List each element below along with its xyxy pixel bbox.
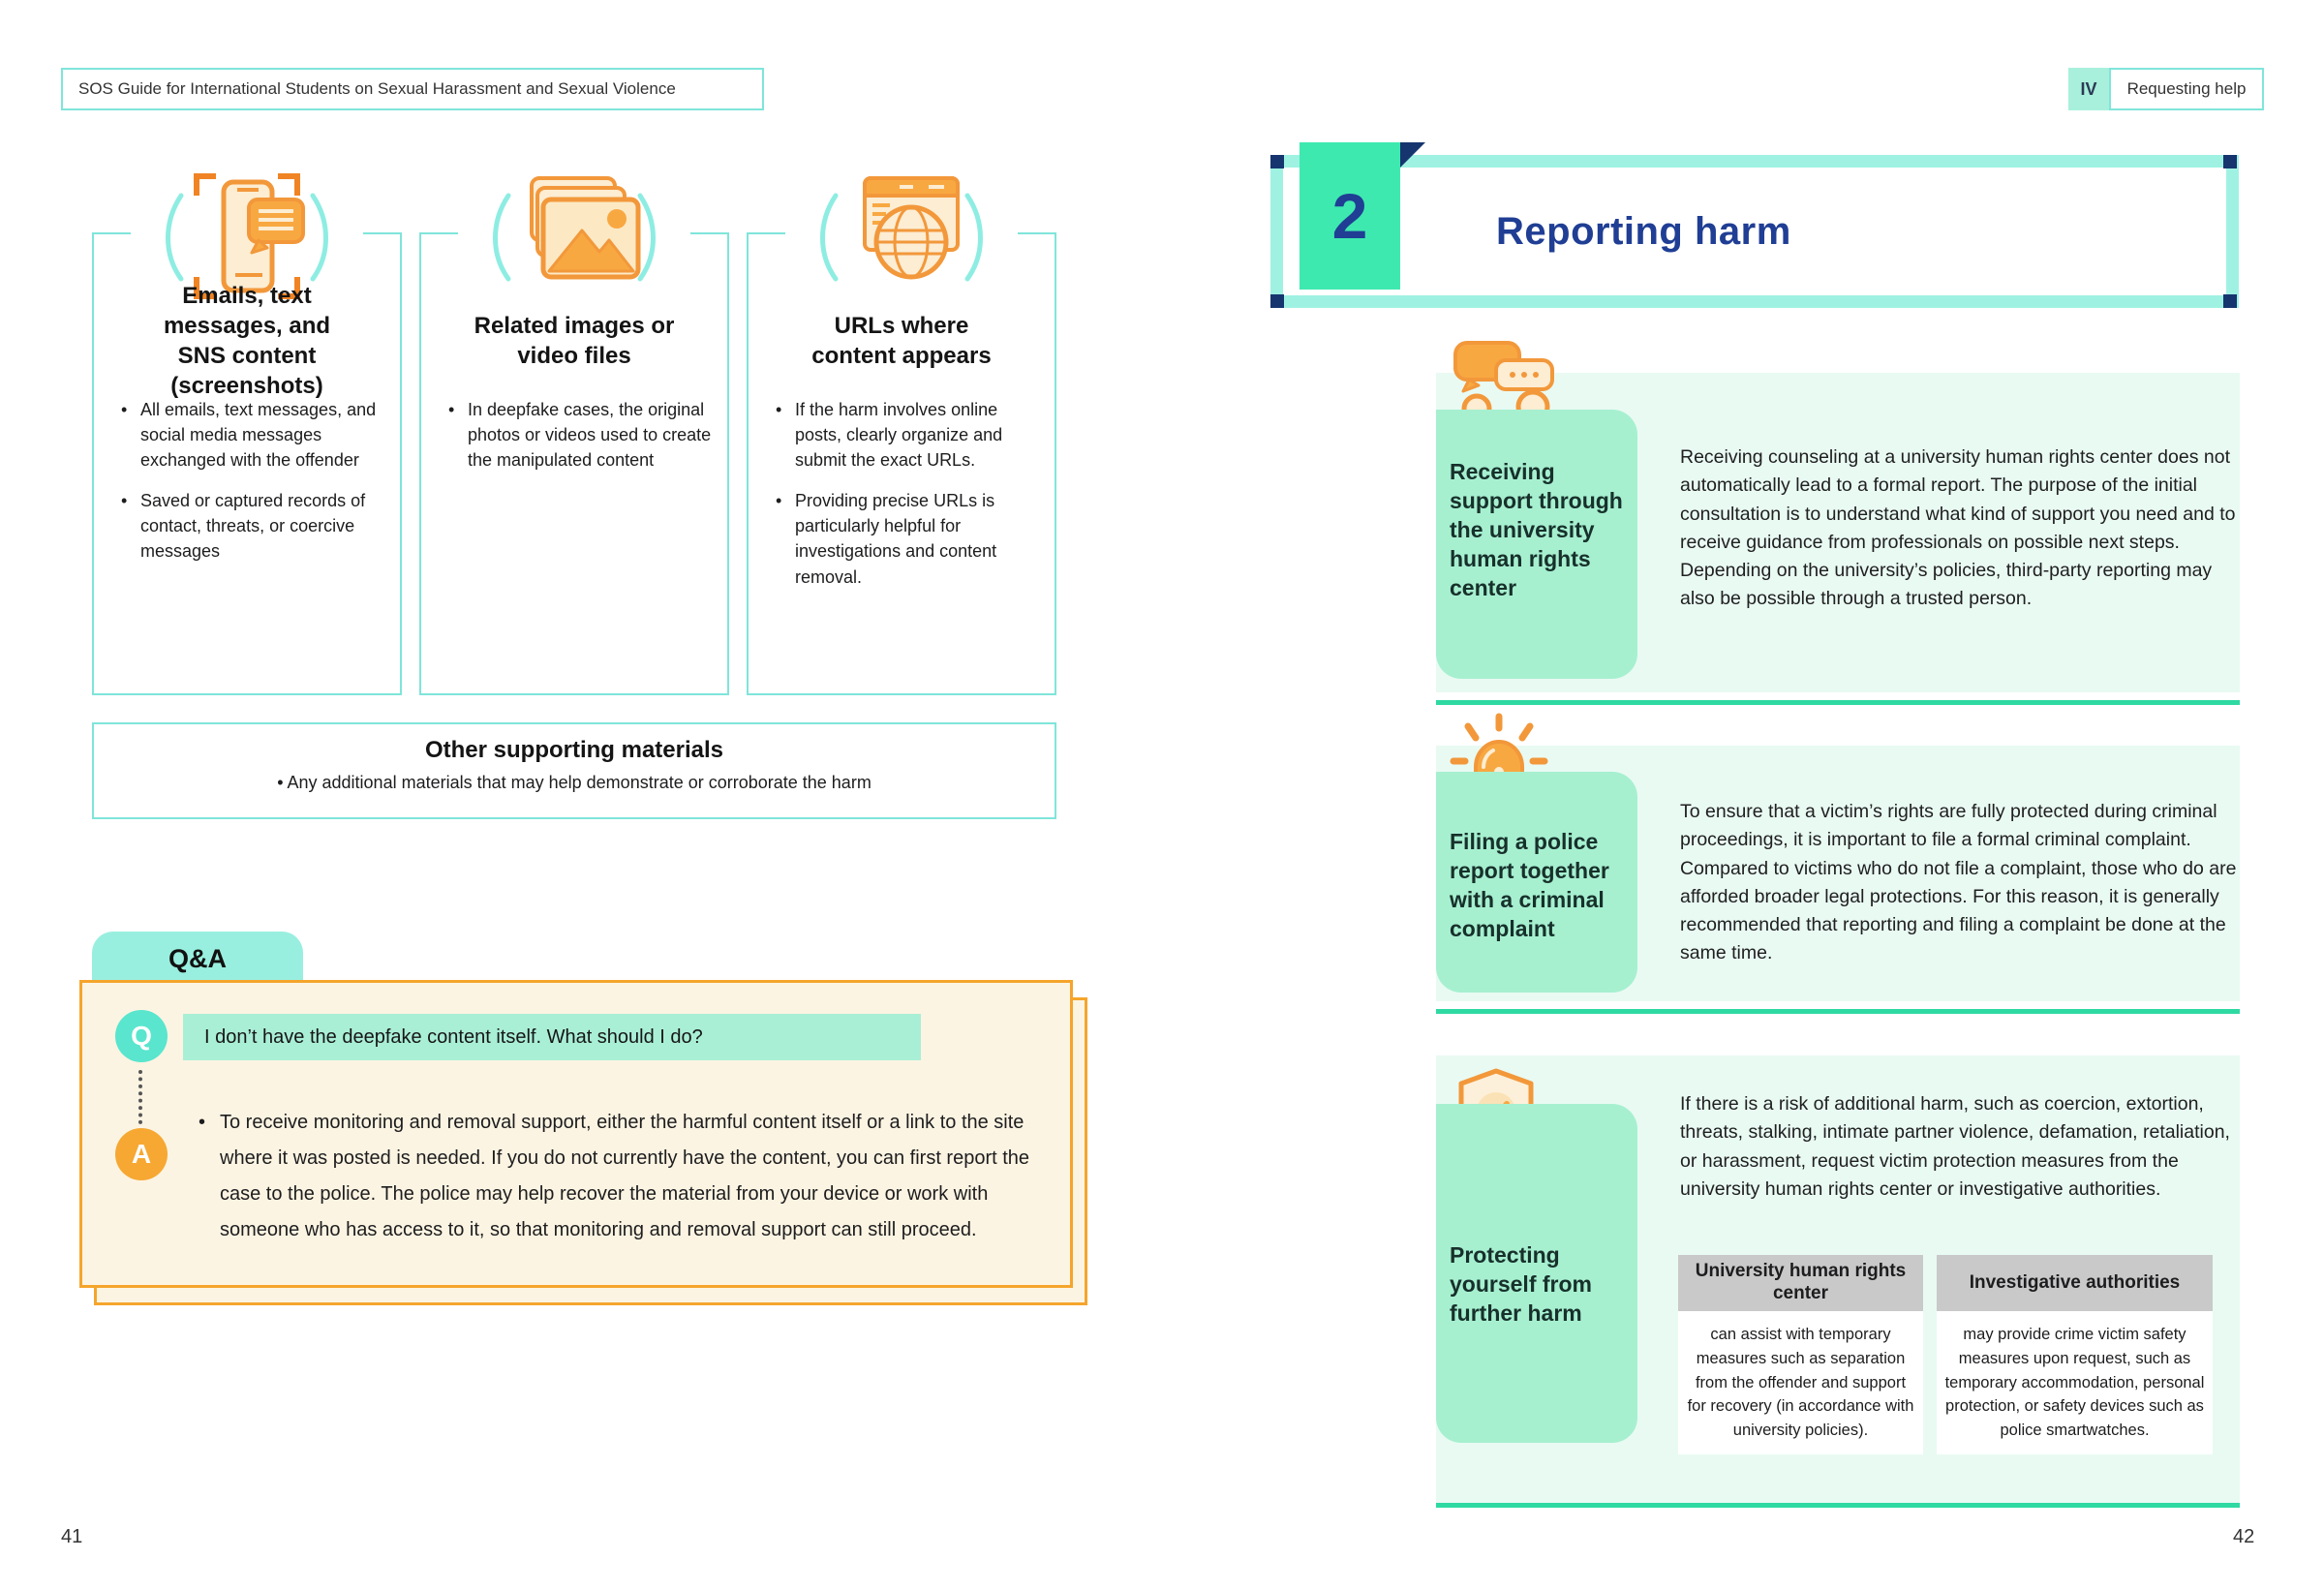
frame-corner xyxy=(1270,294,1284,308)
body-paragraph: Depending on the university’s policies, third-party reporting may also be possible through a trusted person. xyxy=(1680,560,2213,610)
evidence-card-images xyxy=(419,232,729,695)
body-paragraph: To ensure that a victim’s rights are fully protected during criminal proceedings, it is important to file a formal criminal complaint. Compared to victims who do not file a complaint, those who do are afforded broader legal protections. For this reason, it is generally recommended that reporting and filing a complaint be done at the same time. xyxy=(1680,801,2237,964)
other-materials-box xyxy=(92,722,1056,819)
other-materials-title: Other supporting materials xyxy=(424,737,724,763)
running-header-text: SOS Guide for International Students on Sexual Harassment and Sexual Violence xyxy=(78,79,676,98)
card-bullets xyxy=(468,397,712,488)
card-title: Related images or video files xyxy=(474,312,675,369)
question-badge: Q xyxy=(115,1010,168,1062)
section-number-badge: 2 xyxy=(1300,142,1400,290)
frame-corner xyxy=(2223,294,2237,308)
section-divider xyxy=(1436,700,2240,705)
answer-block xyxy=(82,1105,1062,1248)
section-label: Receiving support through the university human rights center xyxy=(1436,410,1637,679)
question-text: I don’t have the deepfake content itself. What should I do? xyxy=(204,1025,703,1048)
support-box-body: may provide crime victim safety measures upon request, such as temporary accommodation, personal protection, or safety devices such as police smartwatches. xyxy=(1937,1311,2213,1454)
section-body xyxy=(1680,443,2240,614)
support-box-body: can assist with temporary measures such as separation from the offender and support for recovery (in accordance with university policies). xyxy=(1678,1311,1923,1454)
card-bullet: • All emails, text messages, and social media messages exchanged with the offender xyxy=(140,397,384,473)
section-divider xyxy=(1436,1503,2240,1508)
card-title: URLs where content appears xyxy=(811,312,992,369)
chapter-roman-badge: IV xyxy=(2068,68,2109,110)
card-bullet: • Providing precise URLs is particularly helpful for investigations and content removal. xyxy=(795,488,1039,589)
section-divider xyxy=(1436,1009,2240,1014)
frame-corner xyxy=(1270,155,1284,168)
chapter-label-box xyxy=(2109,68,2264,110)
running-header-left xyxy=(61,68,764,110)
card-bullets xyxy=(140,397,384,580)
section-label: Protecting yourself from further harm xyxy=(1436,1104,1637,1443)
section-title: Reporting harm xyxy=(1496,209,1791,253)
support-box-authorities xyxy=(1937,1255,2213,1454)
chapter-label-text: Requesting help xyxy=(2126,79,2247,98)
card-bullet: • In deepfake cases, the original photos or videos used to create the manipulated content xyxy=(468,397,712,473)
support-box-header: University human rights center xyxy=(1678,1255,1923,1311)
card-bullet: • Saved or captured records of contact, threats, or coercive messages xyxy=(140,488,384,564)
other-materials-bullet: • Any additional materials that may help demonstrate or corroborate the harm xyxy=(94,773,1055,793)
frame-corner xyxy=(2223,155,2237,168)
support-box-university xyxy=(1678,1255,1923,1454)
answer-text: • To receive monitoring and removal support, either the harmful content itself or a link to the site where it was posted is needed. If you do not currently have the content, you can first report the case to the police. The police may help recover the material from your device or work with someone who has access to it, so that monitoring and removal support can still proceed. xyxy=(220,1105,1062,1248)
section-body xyxy=(1680,798,2240,968)
section-body xyxy=(1680,1090,2240,1204)
body-paragraph: If there is a risk of additional harm, such as coercion, extortion, threats, stalking, intimate partner violence, defamation, retaliation, or harassment, request victim protection measures from the university human rights center or investigative authorities. xyxy=(1680,1093,2230,1200)
body-paragraph: Receiving counseling at a university human rights center does not automatically lead to a formal report. The purpose of the initial consultation is to understand what kind of support you need and to receive guidance from professionals on possible next steps. xyxy=(1680,446,2236,553)
support-box-header: Investigative authorities xyxy=(1937,1255,2213,1311)
card-bullet: • If the harm involves online posts, clearly organize and submit the exact URLs. xyxy=(795,397,1039,473)
qa-card xyxy=(79,980,1073,1288)
evidence-card-emails xyxy=(92,232,402,695)
folded-corner-icon xyxy=(1400,142,1425,168)
card-bullets xyxy=(795,397,1039,605)
evidence-card-urls xyxy=(747,232,1056,695)
section-label: Filing a police report together with a criminal complaint xyxy=(1436,772,1637,993)
page-number-right: 42 xyxy=(2233,1526,2255,1547)
question-bar xyxy=(183,1014,921,1060)
page-number-left: 41 xyxy=(61,1526,83,1547)
answer-badge: A xyxy=(115,1128,168,1180)
qa-tab: Q&A xyxy=(92,932,303,986)
card-title: Emails, text messages, and SNS content (screenshots) xyxy=(163,282,331,400)
